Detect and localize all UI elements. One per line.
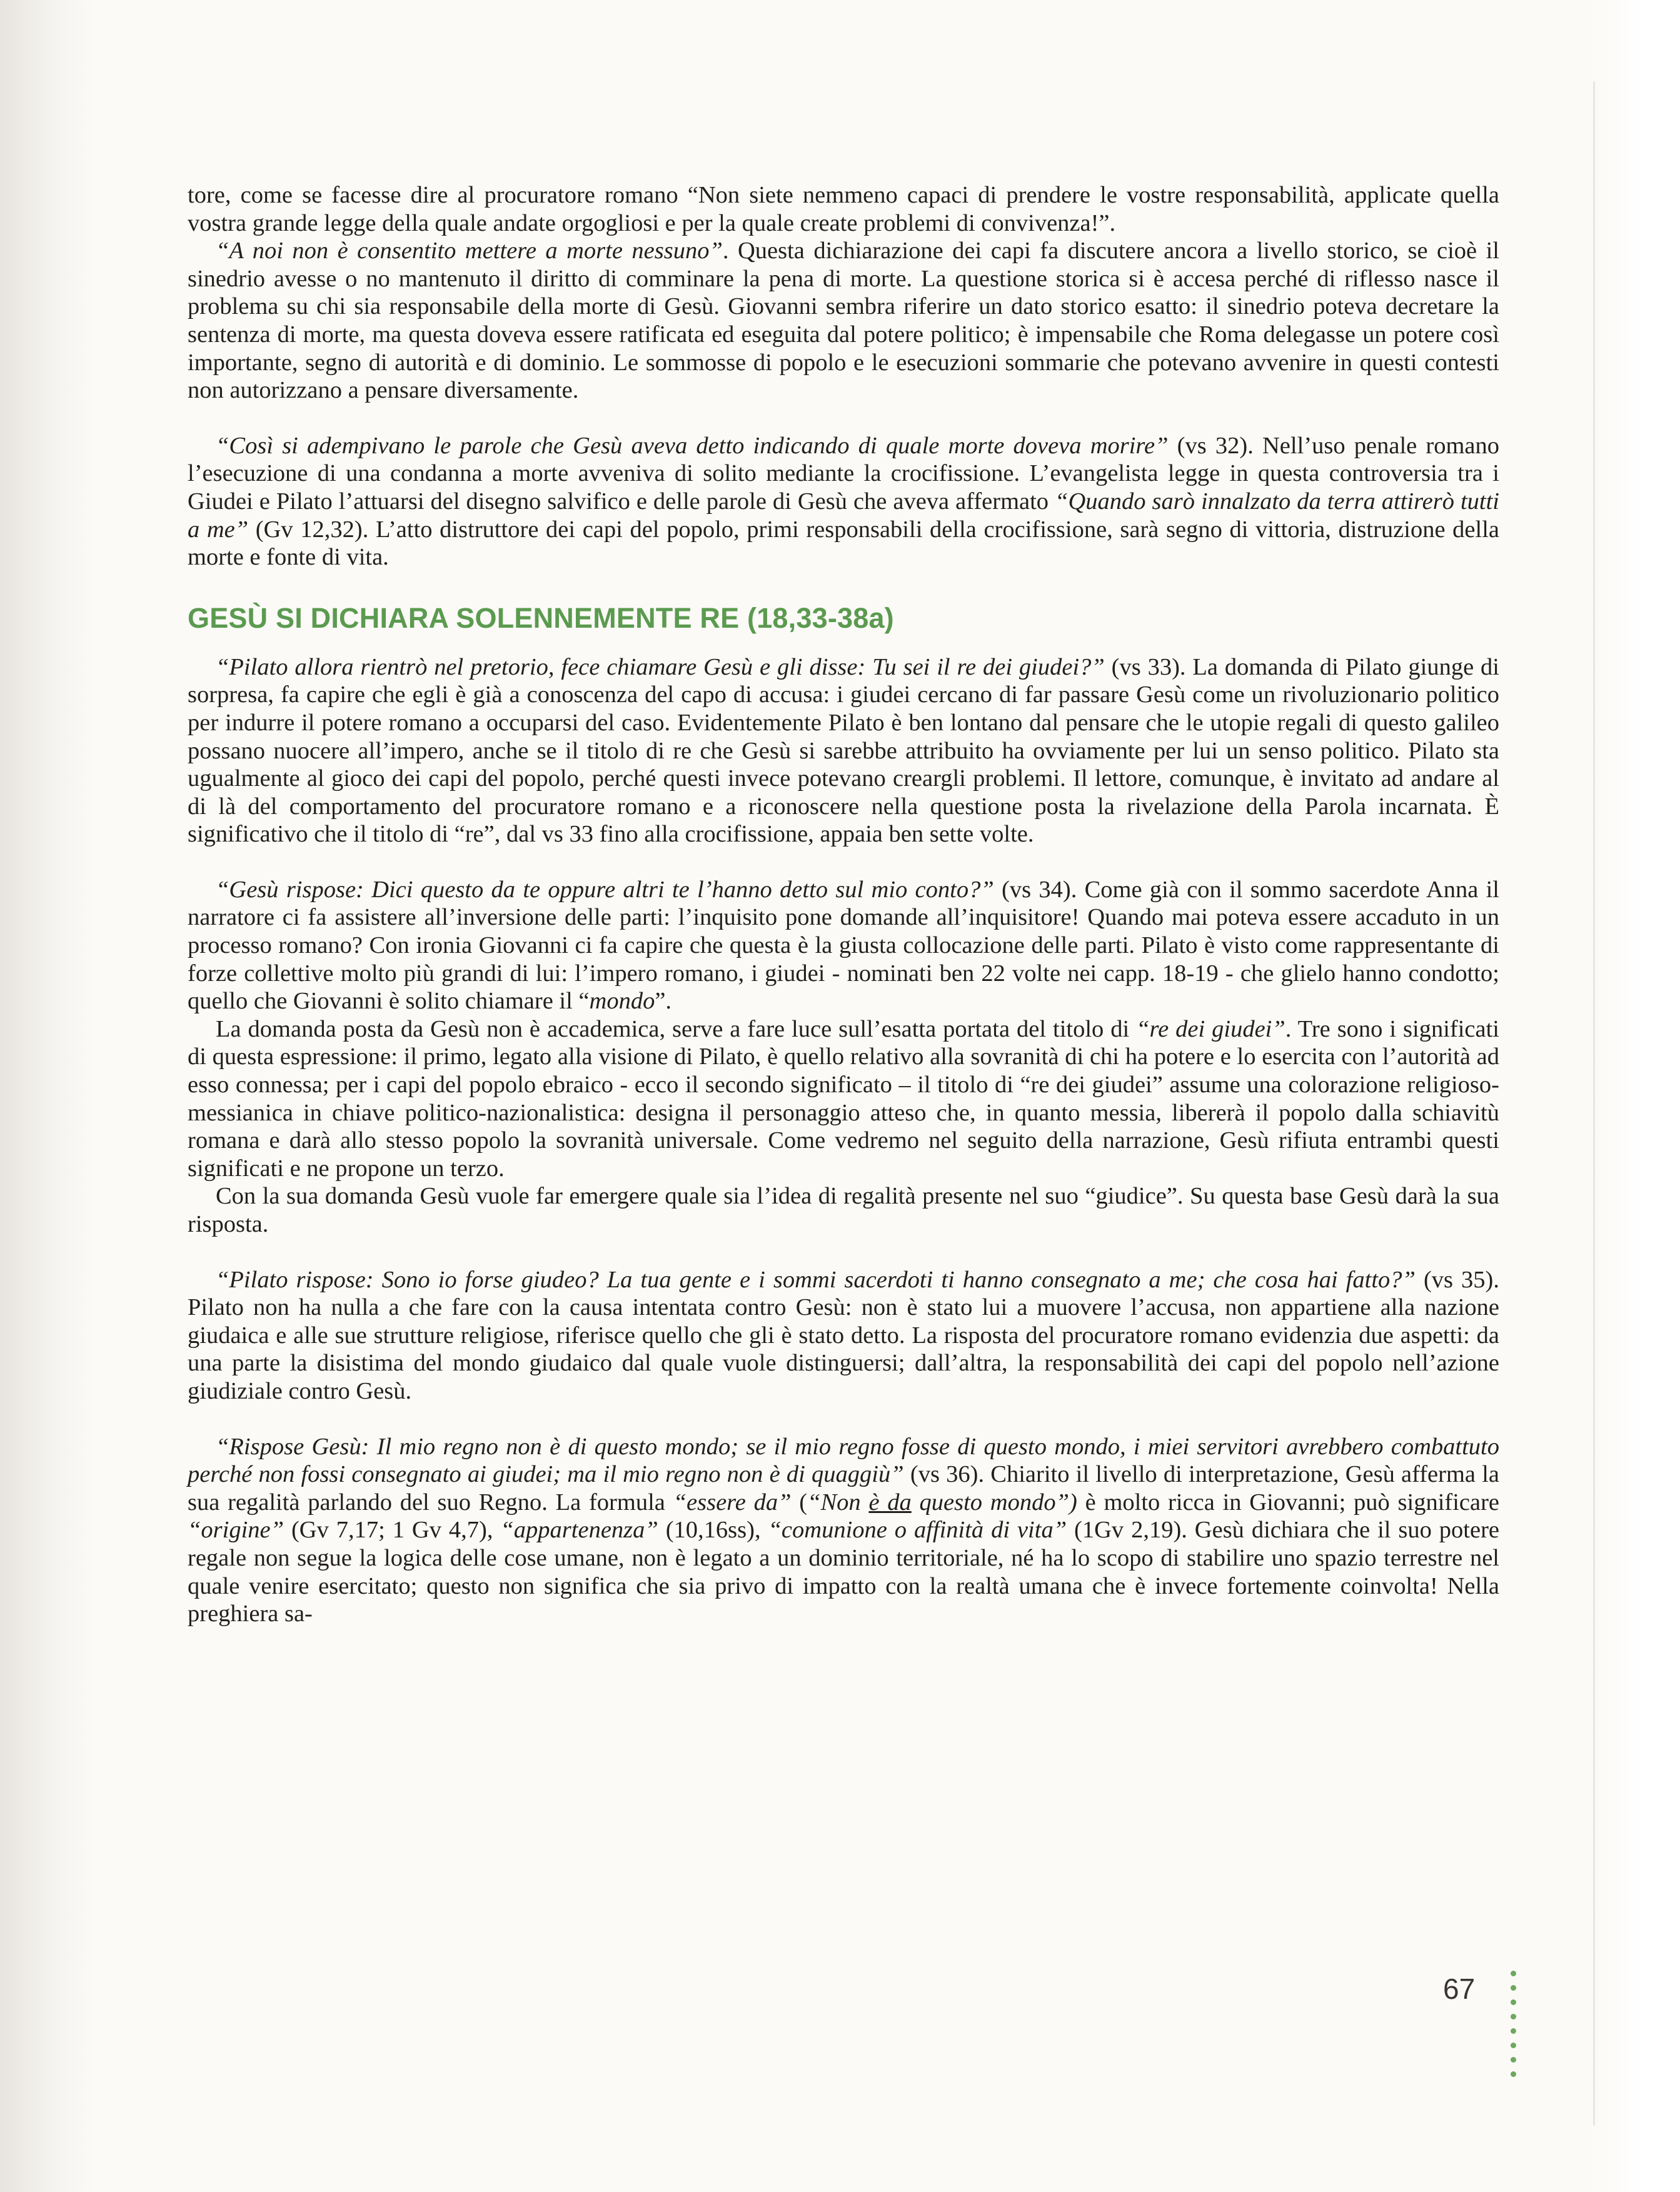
italic-text: “Pilato rispose: Sono io forse giudeo? La tua gente e i sommi sacerdoti ti hanno consegnato a me; che cosa hai fatto?” <box>216 1266 1416 1293</box>
paragraph-p9 <box>188 1433 1499 1628</box>
page-edge-line <box>1593 81 1595 2126</box>
dot-icon <box>1511 2043 1516 2048</box>
italic-text: “Quando sarò innalzato da terra attirerò tutti a me” <box>188 488 1499 543</box>
paragraph-p4 <box>188 653 1499 848</box>
text-run: (Gv 12,32). L’atto distruttore dei capi del popolo, primi responsabili della crocifissione, sarà segno di vittoria, distruzione della morte e fonte di vita. <box>188 516 1499 571</box>
decorative-dots <box>1511 1971 1519 2086</box>
section-heading: GESÙ SI DICHIARA SOLENNEMENTE RE (18,33-38a) <box>188 601 894 634</box>
dot-icon <box>1511 1999 1516 2005</box>
text-run: ( <box>791 1489 808 1516</box>
dot-icon <box>1511 2028 1516 2034</box>
italic-text: “A noi non è consentito mettere a morte nessuno” <box>216 238 723 264</box>
italic-text: “re dei giudei” <box>1136 1015 1285 1042</box>
text-run: (10,16ss), <box>658 1517 768 1544</box>
italic-text: questo mondo”) <box>911 1489 1077 1516</box>
italic-text: “essere da” <box>673 1489 792 1516</box>
italic-text: mondo <box>589 988 655 1015</box>
italic-text: “Pilato allora rientrò nel pretorio, fece chiamare Gesù e gli disse: Tu sei il re dei giudei?” <box>216 653 1105 680</box>
paragraph-p2 <box>188 237 1499 405</box>
italic-text: “Così si adempivano le parole che Gesù aveva detto indicando di quale morte doveva morire” <box>216 432 1169 459</box>
dot-icon <box>1511 1971 1516 1976</box>
paragraphs-before-heading <box>188 181 1499 571</box>
paragraphs-after-heading <box>188 653 1499 1628</box>
text-run: Con la sua domanda Gesù vuole far emergere quale sia l’idea di regalità presente nel suo “giudice”. Su questa base Gesù darà la sua risposta. <box>188 1183 1499 1237</box>
text-run: La domanda posta da Gesù non è accademica, serve a fare luce sull’esatta portata del titolo di <box>216 1015 1137 1042</box>
page-number: 67 <box>1443 1973 1476 2005</box>
italic-text: “comunione o affinità di vita” <box>768 1517 1067 1544</box>
text-run: . Tre sono i significati di questa espressione: il primo, legato alla visione di Pilato, è quello relativo alla sovranità di chi ha potere e lo esercita con l’autorità ad esso connessa; per i capi del popolo ebraico - ecco il secondo significato – il titolo di “re dei giudei” assume una colorazione religioso-messianica in chiave politico-nazionalistica: designa il personaggio atteso che, in quanto messia, libererà il popolo dalla schiavitù romana e darà allo stesso popolo la sovranità universale. Come vedremo nel seguito della narrazione, Gesù rifiuta entrambi questi significati e ne propone un terzo. <box>188 1015 1499 1182</box>
underlined-text: è da <box>868 1489 912 1516</box>
paragraph-p6 <box>188 1015 1499 1183</box>
dot-icon <box>1511 1985 1516 1991</box>
italic-text: “Non <box>807 1489 869 1516</box>
text-run: (vs 35). Pilato non ha nulla a che fare con la causa intentata contro Gesù: non è stato lui a muovere l’accusa, non appartiene alla nazione giudaica e alle sue strutture religiose, riferisce quello che gli è stato detto. La risposta del procuratore romano evidenzia due aspetti: da una parte la disistima del mondo giudaico dal quale vuole distinguersi; dall’altra, la responsabilità dei capi del popolo nell’azione giudiziale contro Gesù. <box>188 1266 1500 1404</box>
paragraph-p3 <box>188 432 1499 571</box>
text-run: tore, come se facesse dire al procuratore romano “Non siete nemmeno capaci di prendere le vostre responsabilità, applicate quella vostra grande legge della quale andate orgogliosi e per la quale create problemi di convivenza!”. <box>188 182 1499 236</box>
italic-text: “origine” <box>188 1517 284 1544</box>
text-run: (vs 32). Nell’uso penale romano l’esecuzione di una condanna a morte avveniva di solito mediante la crocifissione. L’evangelista legge in questa controversia tra i Giudei e Pilato l’attuarsi del disegno salvifico e delle parole di Gesù che aveva affermato <box>188 432 1499 515</box>
text-run: ”. <box>655 988 672 1015</box>
italic-text: “appartenenza” <box>500 1517 658 1544</box>
text-run: (vs 33). La domanda di Pilato giunge di sorpresa, fa capire che egli è già a conoscenza del capo di accusa: i giudei cercano di far passare Gesù come un rivoluzionario politico per indurre il potere romano a occuparsi del caso. Evidentemente Pilato è ben lontano dal pensare che le utopie regali di questo galileo possano nuocere all’impero, anche se il titolo di re che Gesù si sarebbe attribuito ha ovviamente per lui un senso politico. Pilato sta ugualmente al gioco dei capi del popolo, perché questi invece potevano creargli problemi. Il lettore, comunque, è invitato ad andare al di là del comportamento del procuratore romano e a riconoscere nella questione posta la rivelazione della Parola incarnata. È significativo che il titolo di “re”, dal vs 33 fino alla crocifissione, appaia ben sette volte. <box>188 653 1500 848</box>
paragraph-p5 <box>188 876 1499 1015</box>
page-right-edge <box>1592 0 1680 2192</box>
dot-icon <box>1511 2057 1516 2063</box>
paragraph-p7 <box>188 1182 1499 1238</box>
italic-text <box>868 1489 911 1516</box>
page-body <box>188 181 1499 1628</box>
italic-text: “Gesù rispose: Dici questo da te oppure altri te l’hanno detto sul mio conto?” <box>216 876 994 903</box>
text-run: è molto ricca in Giovanni; può significare <box>1077 1489 1500 1516</box>
dot-icon <box>1511 2071 1516 2077</box>
italic-text: “Rispose Gesù: Il mio regno non è di questo mondo; se il mio regno fosse di questo mondo, i miei servitori avrebbero combattuto perché non fossi consegnato ai giudei; ma il mio regno non è di quaggiù” <box>188 1433 1499 1488</box>
text-run: (1Gv 2,19). Gesù dichiara che il suo potere regale non segue la logica delle cose umane, non è legato a un dominio territoriale, né ha lo scopo di stabilire uno spazio terrestre nel quale venire esercitato; questo non significa che sia privo di impatto con la realtà umana che è invece fortemente coinvolta! Nella preghiera sa- <box>188 1517 1500 1627</box>
text-run: (vs 36). Chiarito il livello di interpretazione, Gesù afferma la sua regalità parlando del suo Regno. La formula <box>188 1461 1499 1516</box>
paragraph-p1 <box>188 181 1499 237</box>
text-run: (vs 34). Come già con il sommo sacerdote Anna il narratore ci fa assistere all’inversione delle parti: l’inquisito pone domande all’inquisitore! Quando mai poteva essere accaduto in un processo romano? Con ironia Giovanni ci fa capire che questa è la giusta collocazione delle parti. Pilato è visto come rappresentante di forze collettive molto più grandi di lui: l’impero romano, i giudei - nominati ben 22 volte nei capp. 18-19 - che glielo hanno condotto; quello che Giovanni è solito chiamare il “ <box>188 876 1499 1015</box>
dot-icon <box>1511 2014 1516 2019</box>
text-run: . Questa dichiarazione dei capi fa discutere ancora a livello storico, se cioè il sinedrio avesse o no mantenuto il diritto di comminare la pena di morte. La questione storica si è accesa perché di riflesso nasce il problema su chi sia responsabile della morte di Gesù. Giovanni sembra riferire un dato storico esatto: il sinedrio poteva decretare la sentenza di morte, ma questa doveva essere ratificata ed eseguita dal potere politico; è impensabile che Roma delegasse un potere così importante, segno di autorità e di dominio. Le sommosse di popolo e le esecuzioni sommarie che potevano avvenire in questi contesti non autorizzano a pensare diversamente. <box>188 238 1499 404</box>
paragraph-p8 <box>188 1266 1499 1405</box>
text-run: (Gv 7,17; 1 Gv 4,7), <box>284 1517 501 1544</box>
page-gutter-shadow <box>0 0 94 2192</box>
